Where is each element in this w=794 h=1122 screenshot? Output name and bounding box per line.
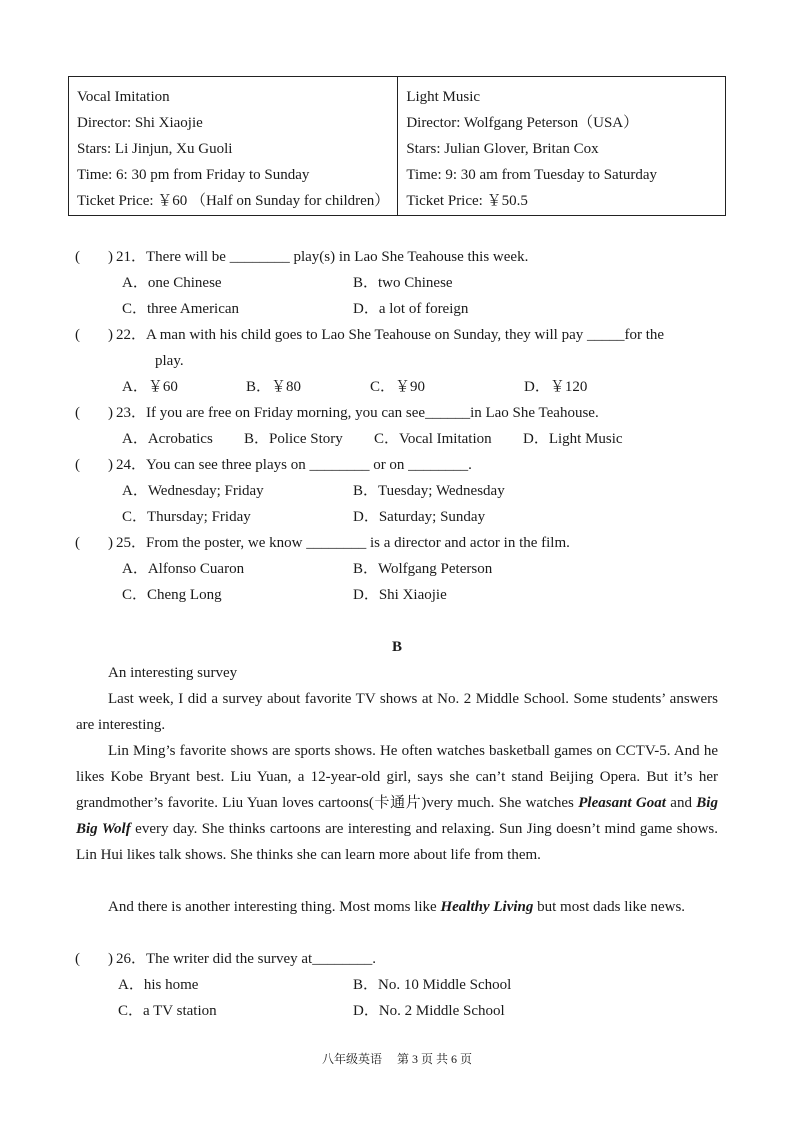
ticket-table xyxy=(68,76,726,216)
passage-paragraph-2: Lin Ming’s favorite shows are sports shows. He often watches basketball games on CCTV-5. And he likes Kobe Bryant best. Liu Yuan, a 12-year-old girl, says she can’t stand Beijing Opera. But it’s her grandmother’s favorite. Liu Yuan loves cartoons(卡通片)very much. She watches Pleasant Goat and Big Big Wolf every day. She thinks cartoons are interesting and relaxing. Sun Jing doesn’t mind game shows. Lin Hui likes talk shows. She thinks she can learn more about life from them. xyxy=(76,743,718,863)
light-music-cell xyxy=(398,77,725,215)
program-title: Healthy Living xyxy=(440,899,534,915)
option-d[interactable]: D．Shi Xiaojie xyxy=(353,587,447,603)
page-footer: 八年级英语 第 3 页 共 6 页 xyxy=(321,1052,472,1066)
option-b[interactable]: B．Wolfgang Peterson xyxy=(353,561,493,577)
option-a[interactable]: A．Alfonso Cuaron xyxy=(122,561,245,577)
option-b[interactable]: B．￥80 xyxy=(246,379,302,395)
show-title: Light Music xyxy=(406,89,481,105)
passage-title: An interesting survey xyxy=(108,665,238,681)
show-title: Vocal Imitation xyxy=(77,89,170,105)
question-24-stem: 24．You can see three plays on ________ or on ________. xyxy=(116,457,472,473)
show-director: Director: Wolfgang Peterson（USA） xyxy=(406,115,639,131)
passage-paragraph-3: And there is another interesting thing. Most moms like Healthy Living but most dads like news. xyxy=(108,899,686,915)
show-time: Time: 6: 30 pm from Friday to Sunday xyxy=(77,167,310,183)
show-stars: Stars: Julian Glover, Britan Cox xyxy=(406,141,599,157)
show-stars: Stars: Li Jinjun, Xu Guoli xyxy=(77,141,233,157)
answer-blank[interactable]: ( ) xyxy=(75,405,113,421)
question-23-stem: 23．If you are free on Friday morning, you can see______in Lao She Teahouse. xyxy=(116,405,599,421)
passage-paragraph-1: Last week, I did a survey about favorite TV shows at No. 2 Middle School. Some students’ answers are interesting. xyxy=(76,691,718,733)
program-title: Pleasant Goat xyxy=(578,795,666,811)
option-c[interactable]: C．Vocal Imitation xyxy=(374,431,492,447)
option-d[interactable]: D．Light Music xyxy=(523,431,623,447)
option-d[interactable]: D．￥120 xyxy=(524,379,588,395)
program-title: Big Big Wolf xyxy=(76,795,718,837)
option-a[interactable]: A．Wednesday; Friday xyxy=(122,483,264,499)
option-b[interactable]: B．No. 10 Middle School xyxy=(353,977,512,993)
option-b[interactable]: B．Tuesday; Wednesday xyxy=(353,483,505,499)
question-26-stem: 26．The writer did the survey at________. xyxy=(116,951,376,967)
question-25-stem: 25．From the poster, we know ________ is a director and actor in the film. xyxy=(116,535,570,551)
option-c[interactable]: C．￥90 xyxy=(370,379,426,395)
show-director: Director: Shi Xiaojie xyxy=(77,115,203,131)
option-b[interactable]: B．Police Story xyxy=(244,431,343,447)
option-c[interactable]: C．three American xyxy=(122,301,240,317)
question-22-stem: 22．A man with his child goes to Lao She Teahouse on Sunday, they will pay _____for the xyxy=(116,327,665,343)
option-a[interactable]: A．one Chinese xyxy=(122,275,222,291)
option-d[interactable]: D．a lot of foreign xyxy=(353,301,469,317)
option-a[interactable]: A．Acrobatics xyxy=(122,431,213,447)
question-22-stem-cont: play. xyxy=(155,353,184,369)
show-price: Ticket Price: ￥50.5 xyxy=(406,193,528,209)
answer-blank[interactable]: ( ) xyxy=(75,249,113,265)
show-price: Ticket Price: ￥60 （Half on Sunday for children） xyxy=(77,193,390,209)
question-21-stem: 21．There will be ________ play(s) in Lao She Teahouse this week. xyxy=(116,249,529,265)
option-c[interactable]: C．Cheng Long xyxy=(122,587,222,603)
option-d[interactable]: D．No. 2 Middle School xyxy=(353,1003,505,1019)
option-d[interactable]: D．Saturday; Sunday xyxy=(353,509,486,525)
option-a[interactable]: A．￥60 xyxy=(122,379,178,395)
option-a[interactable]: A．his home xyxy=(118,977,199,993)
answer-blank[interactable]: ( ) xyxy=(75,457,113,473)
option-b[interactable]: B．two Chinese xyxy=(353,275,453,291)
vocal-imitation-cell xyxy=(69,77,398,215)
answer-blank[interactable]: ( ) xyxy=(75,535,113,551)
show-time: Time: 9: 30 am from Tuesday to Saturday xyxy=(406,167,658,183)
option-c[interactable]: C．a TV station xyxy=(118,1003,217,1019)
answer-blank[interactable]: ( ) xyxy=(75,951,113,967)
answer-blank[interactable]: ( ) xyxy=(75,327,113,343)
option-c[interactable]: C．Thursday; Friday xyxy=(122,509,251,525)
section-heading: B xyxy=(391,639,402,655)
